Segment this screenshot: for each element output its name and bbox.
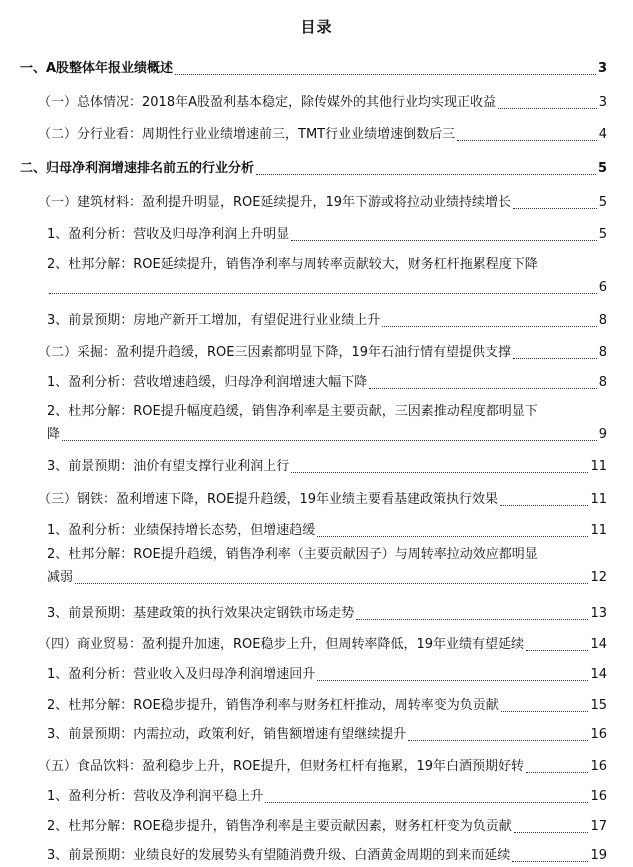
toc-entry-text: 3、前景预期：油价有望支撑行业利润上行	[47, 459, 290, 474]
toc-page-number: 5	[598, 227, 607, 242]
toc-page-number: 12	[590, 570, 607, 585]
toc-entry-2-5[interactable]	[38, 754, 607, 776]
toc-entry-text: （二）采掘：盈利提升趋缓，ROE三因素都明显下降，19年石油行情有望提供支撑	[38, 345, 512, 360]
toc-entry-2[interactable]	[20, 156, 607, 178]
toc-page-number: 6	[598, 280, 607, 295]
toc-page-number: 11	[590, 459, 607, 474]
dot-leader	[75, 583, 588, 584]
dot-leader	[265, 802, 588, 803]
dot-leader	[408, 740, 588, 741]
toc-entry-text: 2、杜邦分解：ROE延续提升，销售净利率与周转率贡献较大，财务杠杆拖累程度下降	[47, 257, 538, 272]
toc-entry-2-2[interactable]	[38, 340, 607, 362]
toc-entry-text: 1、盈利分析：营收及归母净利润上升明显	[47, 227, 290, 242]
toc-entry-text: （一）建筑材料：盈利提升明显，ROE延续提升，19年下游或将拉动业绩持续增长	[38, 195, 512, 210]
toc-page-number: 5	[598, 195, 607, 210]
toc-entry-text: 3、前景预期：基建政策的执行效果决定钢铁市场走势	[47, 606, 355, 621]
dot-leader	[291, 240, 596, 241]
toc-page-number: 8	[598, 345, 607, 360]
dot-leader	[317, 536, 588, 537]
toc-entry-text: 一、A股整体年报业绩概述	[20, 61, 174, 76]
dot-leader	[382, 326, 596, 327]
toc-page-number: 9	[598, 427, 607, 442]
toc-entry-text: 二、归母净利润增速排名前五的行业分析	[20, 161, 255, 176]
toc-entry-text: 1、盈利分析：业绩保持增长态势，但增速趋缓	[47, 523, 316, 538]
toc-page-number: 3	[597, 61, 607, 76]
dot-leader	[49, 293, 597, 294]
toc-entry-2-2-3[interactable]	[47, 454, 607, 476]
toc-entry-text: 1、盈利分析：营业收入及归母净利润增速回升	[47, 667, 316, 682]
dot-leader	[291, 472, 588, 473]
toc-entry-2-1-2[interactable]	[47, 255, 607, 297]
toc-entry-2-2-1[interactable]	[47, 370, 607, 392]
toc-page-number: 11	[590, 523, 607, 538]
toc-entry-text: （四）商业贸易：盈利提升加速，ROE稳步上升，但周转率降低，19年业绩有望延续	[38, 637, 525, 652]
toc-page-number: 14	[590, 667, 607, 682]
toc-page-number: 5	[597, 161, 607, 176]
toc-entry-2-4[interactable]	[38, 632, 607, 654]
toc-page-number: 3	[598, 95, 607, 110]
toc-entry-2-3-2[interactable]	[47, 545, 607, 587]
toc-entry-text: 3、前景预期：内需拉动，政策利好，销售额增速有望继续提升	[47, 727, 407, 742]
page-title: 目录	[300, 18, 333, 36]
dot-leader	[256, 174, 596, 175]
toc-entry-text-cont: 降	[47, 427, 61, 442]
toc-page-number: 8	[598, 313, 607, 328]
toc-entry-1[interactable]	[20, 56, 607, 78]
toc-entry-2-1[interactable]	[38, 190, 607, 212]
toc-page-number: 4	[598, 127, 607, 142]
toc-entry-text: 2、杜邦分解：ROE提升幅度趋缓，销售净利率是主要贡献，三因素推动程度都明显下	[47, 404, 538, 419]
toc-entry-text: （五）食品饮料：盈利稳步上升，ROE提升，但财务杠杆有拖累，19年白酒预期好转	[38, 759, 525, 774]
toc-page-number: 8	[598, 375, 607, 390]
toc-page-number: 11	[590, 492, 607, 507]
dot-leader	[513, 208, 597, 209]
toc-entry-text-cont: 减弱	[47, 570, 74, 585]
toc-entry-continuation	[47, 565, 607, 587]
toc-entry-2-5-1[interactable]	[47, 784, 607, 806]
dot-leader	[457, 140, 597, 141]
toc-entry-text: 2、杜邦分解：ROE稳步提升，销售净利率是主要贡献因素，财务杠杆变为负贡献	[47, 819, 512, 834]
toc-entry-2-3-1[interactable]	[47, 518, 607, 540]
toc-page-number: 14	[590, 637, 607, 652]
dot-leader	[369, 388, 596, 389]
toc-entry-2-2-2[interactable]	[47, 402, 607, 444]
toc-entry-text: 2、杜邦分解：ROE提升趋缓，销售净利率（主要贡献因子）与周转率拉动效应都明显	[47, 547, 538, 562]
dot-leader	[62, 440, 597, 441]
dot-leader	[498, 108, 597, 109]
toc-page-number: 15	[590, 698, 607, 713]
toc-entry-text: （二）分行业看：周期性行业业绩增速前三，TMT行业业绩增速倒数后三	[38, 127, 456, 142]
toc-entry-text: （三）钢铁：盈利增速下降，ROE提升趋缓，19年业绩主要看基建政策执行效果	[38, 492, 499, 507]
toc-entry-2-1-1[interactable]	[47, 222, 607, 244]
toc-entry-continuation	[47, 422, 607, 444]
toc-entry-2-5-3[interactable]	[47, 843, 607, 865]
dot-leader	[512, 861, 588, 862]
dot-leader	[526, 772, 588, 773]
toc-entry-2-5-2[interactable]	[47, 814, 607, 836]
toc-entry-2-4-2[interactable]	[47, 693, 607, 715]
toc-entry-text: 3、前景预期：房地产新开工增加，有望促进行业业绩上升	[47, 313, 381, 328]
dot-leader	[175, 74, 596, 75]
toc-entry-2-4-3[interactable]	[47, 722, 607, 744]
toc-entry-text: 2、杜邦分解：ROE稳步提升，销售净利率与财务杠杆推动，周转率变为负贡献	[47, 698, 499, 713]
toc-entry-1-1[interactable]	[38, 90, 607, 112]
toc-entry-text: 1、盈利分析：营收及净利润平稳上升	[47, 789, 264, 804]
dot-leader	[526, 650, 588, 651]
toc-entry-2-4-1[interactable]	[47, 662, 607, 684]
toc-entry-text: 3、前景预期：业绩良好的发展势头有望随消费升级、白酒黄金周期的到来而延续	[47, 848, 511, 863]
dot-leader	[500, 505, 588, 506]
toc-page-number: 16	[590, 759, 607, 774]
toc-page-number: 13	[590, 606, 607, 621]
toc-entry-1-2[interactable]	[38, 122, 607, 144]
toc-page-number: 16	[590, 727, 607, 742]
toc-entry-continuation	[47, 275, 607, 297]
dot-leader	[317, 680, 588, 681]
dot-leader	[513, 358, 597, 359]
dot-leader	[514, 832, 589, 833]
toc-entry-2-3[interactable]	[38, 487, 607, 509]
toc-page-number: 16	[590, 789, 607, 804]
toc-entry-2-3-3[interactable]	[47, 601, 607, 623]
dot-leader	[356, 619, 588, 620]
toc-entry-2-1-3[interactable]	[47, 308, 607, 330]
toc-entry-text: 1、盈利分析：营收增速趋缓，归母净利润增速大幅下降	[47, 375, 368, 390]
toc-page-number: 19	[590, 848, 607, 863]
toc-page-number: 17	[590, 819, 607, 834]
dot-leader	[501, 711, 589, 712]
toc-entry-text: （一）总体情况：2018年A股盈利基本稳定，除传媒外的其他行业均实现正收益	[38, 95, 496, 110]
